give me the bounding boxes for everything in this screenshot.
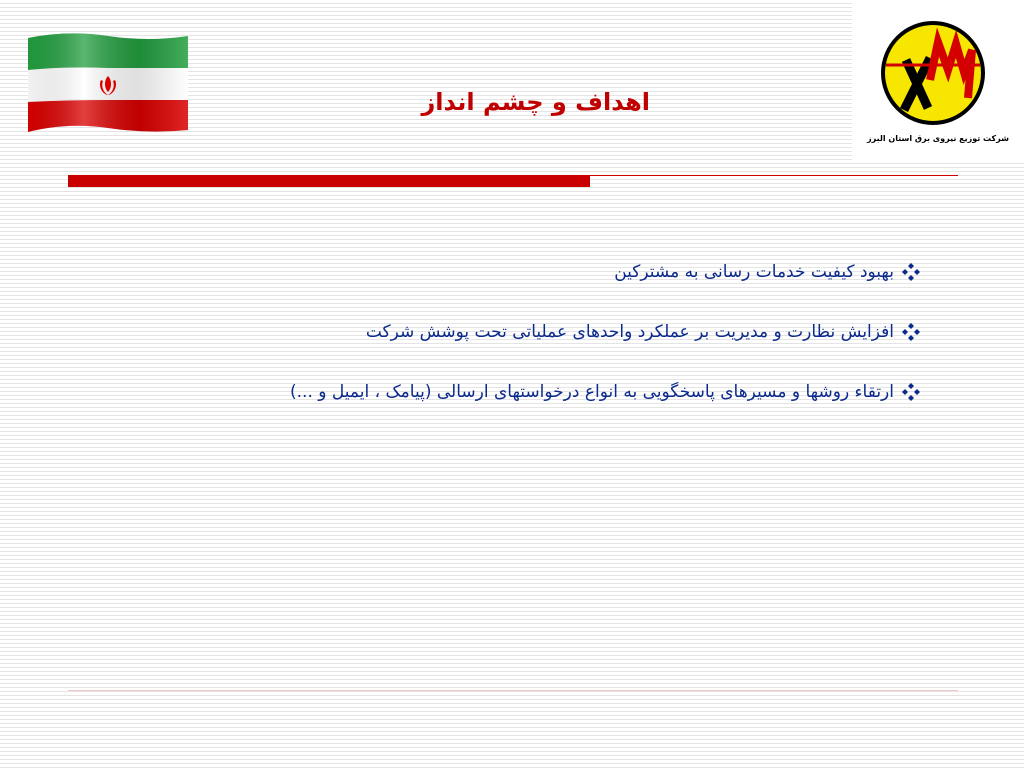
- bullet-text: افزایش نظارت و مدیریت بر عملکرد واحدهای عملیاتی تحت پوشش شرکت: [365, 322, 894, 342]
- diamond-bullet-icon: [902, 323, 920, 341]
- slide-title: اهداف و چشم انداز: [421, 88, 650, 117]
- list-item: [160, 322, 920, 342]
- footer-divider-line: [68, 690, 958, 691]
- bullet-list: [160, 262, 920, 442]
- diamond-bullet-icon: [902, 383, 920, 401]
- company-logo-panel: [852, 0, 1024, 160]
- diamond-bullet-icon: [902, 263, 920, 281]
- bullet-text: ارتقاء روشها و مسیرهای پاسخگویی به انواع درخواستهای ارسالی (پیامک ، ایمیل و ...): [290, 382, 894, 402]
- electricity-company-logo-icon: [878, 20, 988, 126]
- company-name-caption: شرکت توزیع نیروی برق استان البرز: [867, 134, 1009, 143]
- iran-flag-icon: [28, 30, 188, 138]
- list-item: [160, 262, 920, 282]
- header-accent-bar: [68, 175, 590, 187]
- bullet-text: بهبود کیفیت خدمات رسانی به مشترکین: [614, 262, 894, 282]
- list-item: [160, 382, 920, 402]
